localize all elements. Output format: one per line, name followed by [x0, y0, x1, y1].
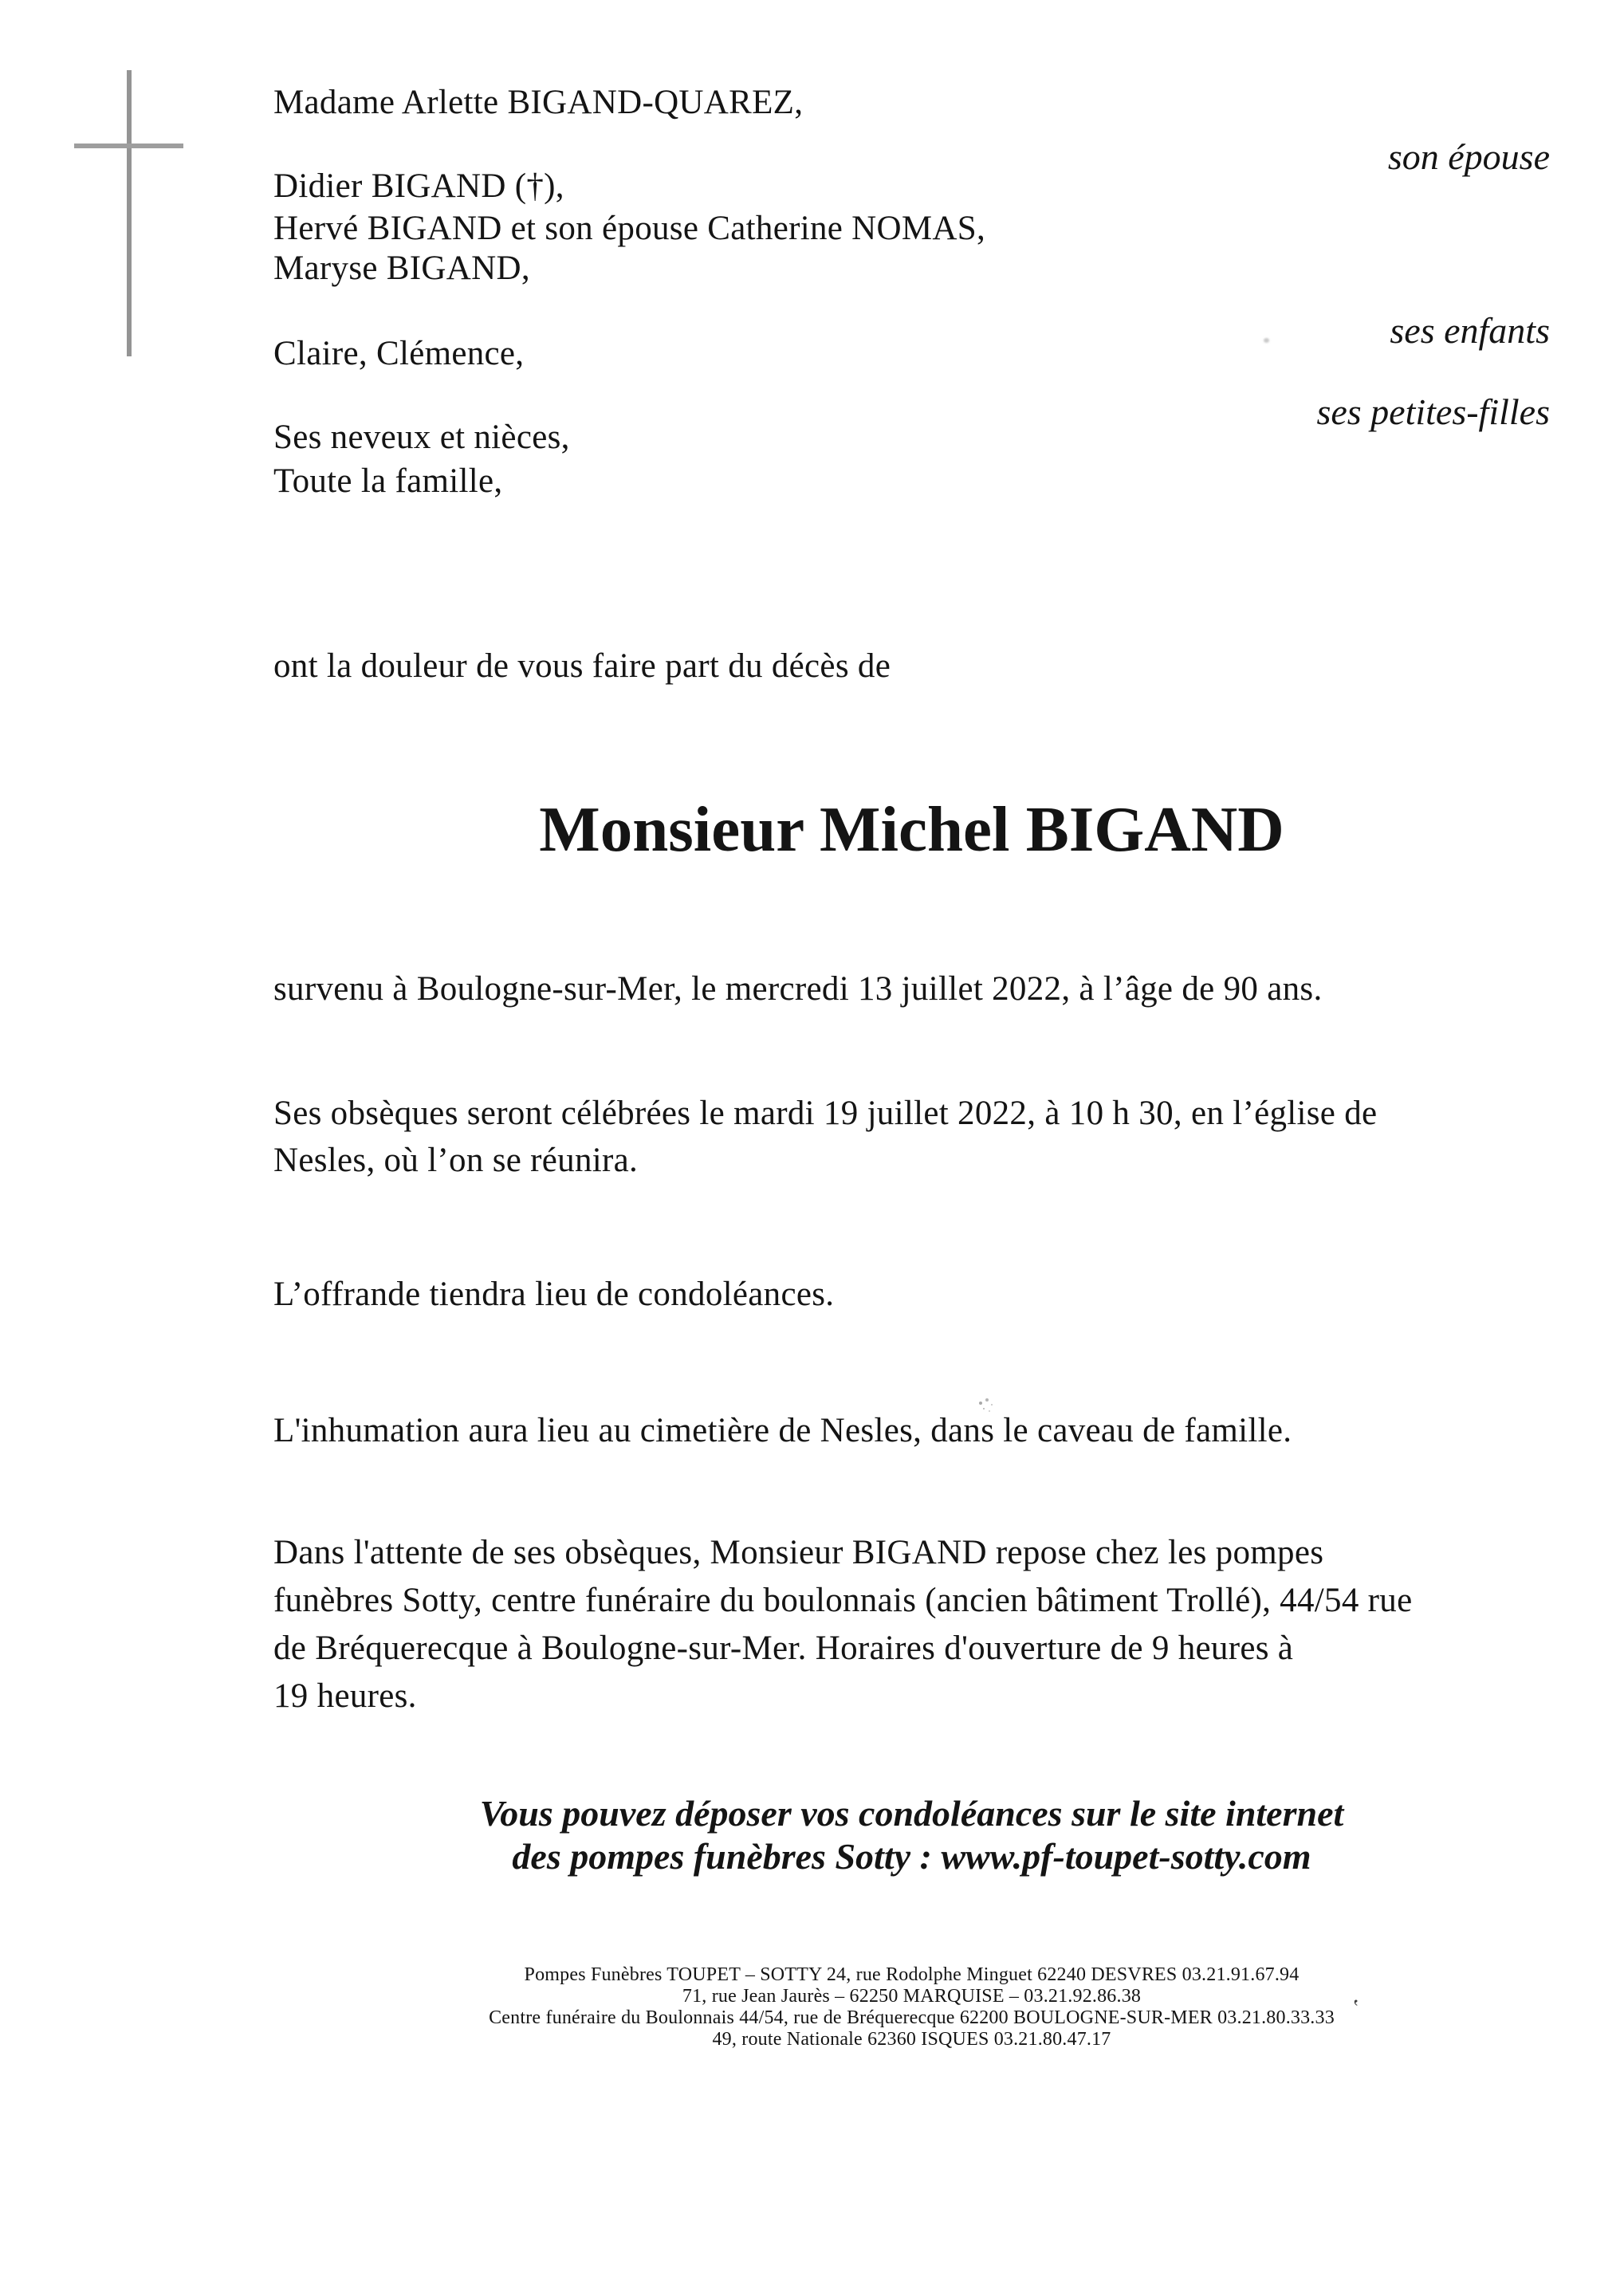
funeral-details	[273, 1090, 1550, 1184]
scan-artifact-dot	[1264, 338, 1269, 343]
repose-details	[273, 1529, 1550, 1720]
announcement-intro: ont la douleur de vous faire part du décès de	[273, 647, 891, 685]
family-line-granddaughters: Claire, Clémence,	[273, 335, 525, 372]
memorial-cross-horizontal-bar	[74, 144, 183, 148]
relation-label-spouse: son épouse	[1387, 136, 1550, 177]
offering-note: L’offrande tiendra lieu de condoléances.	[273, 1276, 835, 1313]
funeral-details-line-1: Ses obsèques seront célébrées le mardi 19 juillet 2022, à 10 h 30, en l’église de	[273, 1095, 1378, 1132]
condolences-line-2: des pompes funèbres Sotty : www.pf-toupet-sotty.com	[512, 1836, 1311, 1877]
repose-line-1: Dans l'attente de ses obsèques, Monsieur BIGAND repose chez les pompes	[273, 1534, 1324, 1571]
funeral-details-line-2: Nesles, où l’on se réunira.	[273, 1142, 639, 1179]
footer-line-marquise: 71, rue Jean Jaurès – 62250 MARQUISE – 03.21.92.86.38	[682, 1986, 1142, 2007]
family-line-herve: Hervé BIGAND et son épouse Catherine NOMAS,	[273, 210, 986, 247]
repose-line-3: de Bréquerecque à Boulogne-sur-Mer. Horaires d'ouverture de 9 heures à	[273, 1630, 1294, 1667]
relation-label-granddaughters: ses petites-filles	[1316, 391, 1550, 432]
family-line-wife: Madame Arlette BIGAND-QUAREZ,	[273, 84, 804, 121]
deceased-name: Monsieur Michel BIGAND	[539, 793, 1284, 865]
footer-line-isques: 49, route Nationale 62360 ISQUES 03.21.80.47.17	[712, 2029, 1111, 2050]
footer-line-desvres: Pompes Funèbres TOUPET – SOTTY 24, rue Rodolphe Minguet 62240 DESVRES 03.21.91.67.94	[524, 1964, 1300, 1985]
footer-line-boulogne: Centre funéraire du Boulonnais 44/54, rue de Bréquerecque 62200 BOULOGNE-SUR-MER 03.21.80.33.33	[489, 2007, 1335, 2028]
condolences-line-1: Vous pouvez déposer vos condoléances sur le site internet	[479, 1793, 1344, 1834]
memorial-cross-vertical-bar	[127, 70, 132, 356]
relation-label-children: ses enfants	[1390, 310, 1550, 351]
family-line-maryse: Maryse BIGAND,	[273, 250, 530, 287]
repose-line-2: funèbres Sotty, centre funéraire du boulonnais (ancien bâtiment Trollé), 44/54 rue	[273, 1582, 1413, 1619]
death-details: survenu à Boulogne-sur-Mer, le mercredi 13 juillet 2022, à l’âge de 90 ans.	[273, 970, 1323, 1008]
burial-note: L'inhumation aura lieu au cimetière de Nesles, dans le caveau de famille.	[273, 1412, 1292, 1449]
scan-artifact-quote: ‛	[1349, 1995, 1361, 2021]
family-line-whole-family: Toute la famille,	[273, 462, 503, 500]
family-line-nephews: Ses neveux et nièces,	[273, 419, 570, 456]
repose-line-4: 19 heures.	[273, 1677, 417, 1715]
condolences-note	[273, 1792, 1550, 1878]
scan-artifact-speckle	[979, 1402, 982, 1405]
card-content	[273, 0, 1550, 2296]
family-line-didier: Didier BIGAND (†),	[273, 167, 564, 205]
